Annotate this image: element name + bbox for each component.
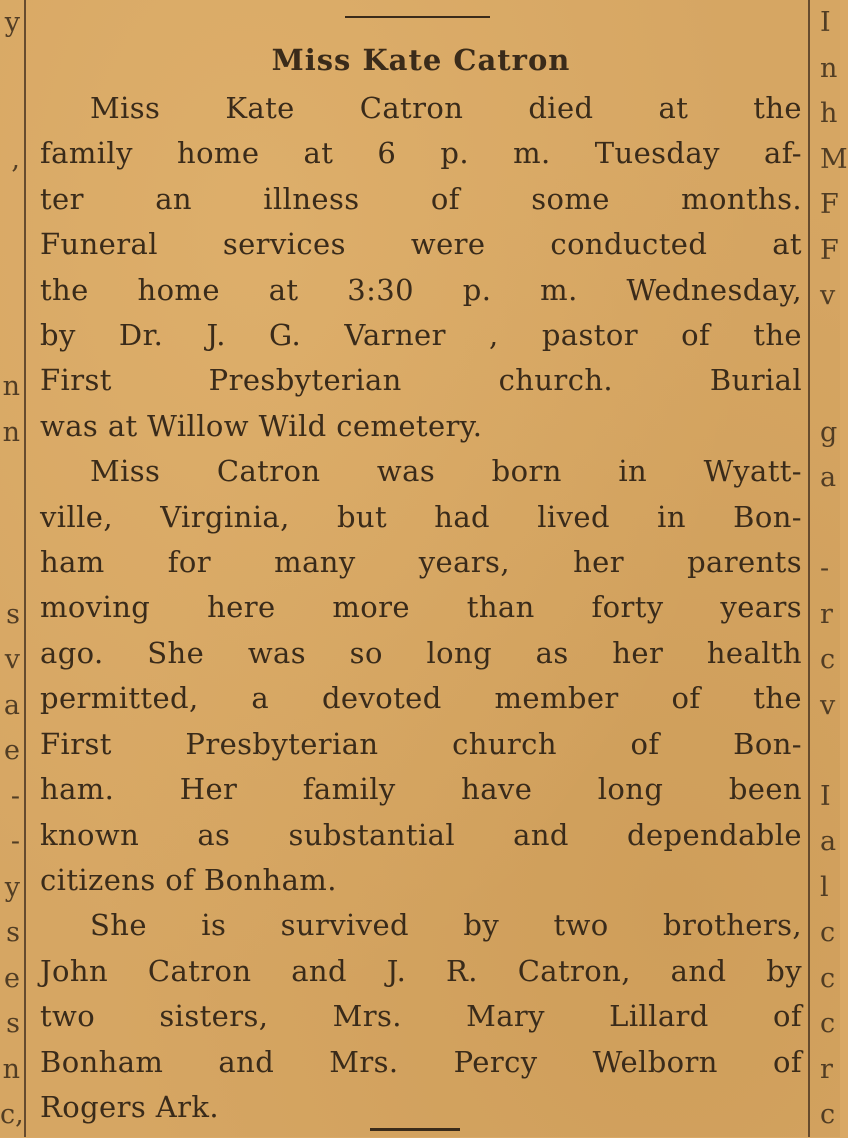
text-line: ago. She was so long as her health — [40, 635, 802, 670]
text-line: First Presbyterian church. Burial — [40, 363, 802, 398]
article-paragraph-2 — [40, 449, 802, 903]
text-line: family home at 6 p. m. Tuesday af- — [40, 136, 802, 171]
column-fragment — [0, 546, 20, 592]
column-fragment — [0, 228, 20, 274]
column-fragment: F — [820, 234, 839, 266]
text-line: was at Willow Wild cemetery. — [40, 408, 483, 443]
column-fragment: y — [4, 871, 20, 903]
column-fragment: l — [820, 871, 829, 903]
column-fragment — [0, 273, 20, 319]
column-fragment — [820, 319, 840, 365]
column-fragment: a — [820, 826, 837, 857]
column-fragment: v — [820, 689, 836, 721]
column-fragment: n — [2, 1053, 20, 1085]
column-fragment: F — [820, 189, 839, 220]
bottom-separator-rule — [370, 1128, 460, 1131]
column-fragment: n — [2, 371, 20, 402]
text-line: ham for many years, her parents — [40, 545, 802, 580]
column-fragment: c — [820, 644, 836, 675]
text-line: Bonham and Mrs. Percy Welborn of — [40, 1044, 802, 1079]
column-fragment: a — [820, 462, 837, 493]
text-line: Miss Kate Catron died at the — [90, 91, 802, 125]
article-paragraph-1 — [40, 86, 802, 449]
column-fragment: e — [4, 962, 20, 994]
text-line: two sisters, Mrs. Mary Lillard of — [40, 999, 802, 1034]
text-line: ville, Virginia, but had lived in Bon- — [40, 499, 802, 534]
text-line: ter an illness of some months. — [40, 181, 802, 216]
column-fragment — [820, 364, 840, 410]
right-adjacent-column — [820, 0, 848, 1138]
column-fragment: e — [4, 735, 20, 766]
column-fragment: s — [6, 1008, 20, 1039]
column-fragment: - — [10, 826, 20, 857]
column-fragment: s — [6, 917, 20, 948]
text-line: Rogers Ark. — [40, 1089, 219, 1124]
column-fragment: c — [820, 1008, 836, 1039]
column-fragment: - — [820, 553, 830, 584]
column-fragment — [0, 91, 20, 137]
column-fragment: c — [820, 1099, 836, 1130]
column-fragment — [0, 182, 20, 228]
text-line: known as substantial and dependable — [40, 817, 802, 852]
column-fragment: v — [4, 644, 20, 675]
text-line: the home at 3:30 p. m. Wednesday, — [40, 272, 802, 307]
article-headline: Miss Kate Catron — [271, 43, 571, 77]
column-fragment: n — [2, 416, 20, 448]
column-fragment: g — [820, 416, 838, 448]
text-line: Miss Catron was born in Wyatt- — [90, 454, 802, 489]
column-fragment: r — [820, 1053, 833, 1085]
column-fragment: h — [820, 98, 838, 129]
text-line: by Dr. J. G. Varner , pastor of the — [40, 318, 802, 353]
column-fragment: c — [820, 962, 836, 994]
text-line: citizens of Bonham. — [40, 862, 337, 897]
column-fragment: I — [820, 780, 831, 812]
column-fragment — [0, 501, 20, 547]
column-fragment: v — [820, 280, 836, 311]
text-line: She is survived by two brothers, — [90, 908, 802, 943]
column-fragment: s — [6, 598, 20, 630]
column-fragment: y — [4, 7, 20, 38]
column-fragment: c — [820, 917, 836, 948]
text-line: permitted, a devoted member of the — [40, 681, 802, 716]
column-fragment — [820, 501, 840, 547]
column-fragment: c, — [0, 1099, 24, 1130]
column-fragment: a — [3, 689, 20, 721]
right-column-rule — [808, 0, 810, 1137]
top-separator-rule — [345, 16, 490, 18]
column-fragment — [0, 455, 20, 501]
column-fragment: n — [820, 52, 838, 84]
column-fragment — [0, 319, 20, 365]
column-fragment: , — [11, 143, 20, 175]
column-fragment: - — [10, 780, 20, 812]
left-adjacent-column — [0, 0, 24, 1138]
column-fragment — [820, 728, 840, 774]
obituary-article — [40, 38, 802, 1130]
column-fragment: I — [820, 7, 831, 38]
text-line: ham. Her family have long been — [40, 772, 802, 807]
text-line: John Catron and J. R. Catron, and by — [40, 953, 802, 988]
column-fragment: M — [820, 143, 848, 175]
left-column-rule — [24, 0, 26, 1137]
text-line: moving here more than forty years — [40, 590, 802, 625]
article-paragraph-3 — [40, 903, 802, 1130]
column-fragment: r — [820, 598, 833, 630]
text-line: First Presbyterian church of Bon- — [40, 726, 802, 761]
text-line: Funeral services were conducted at — [40, 227, 802, 262]
column-fragment — [0, 46, 20, 92]
